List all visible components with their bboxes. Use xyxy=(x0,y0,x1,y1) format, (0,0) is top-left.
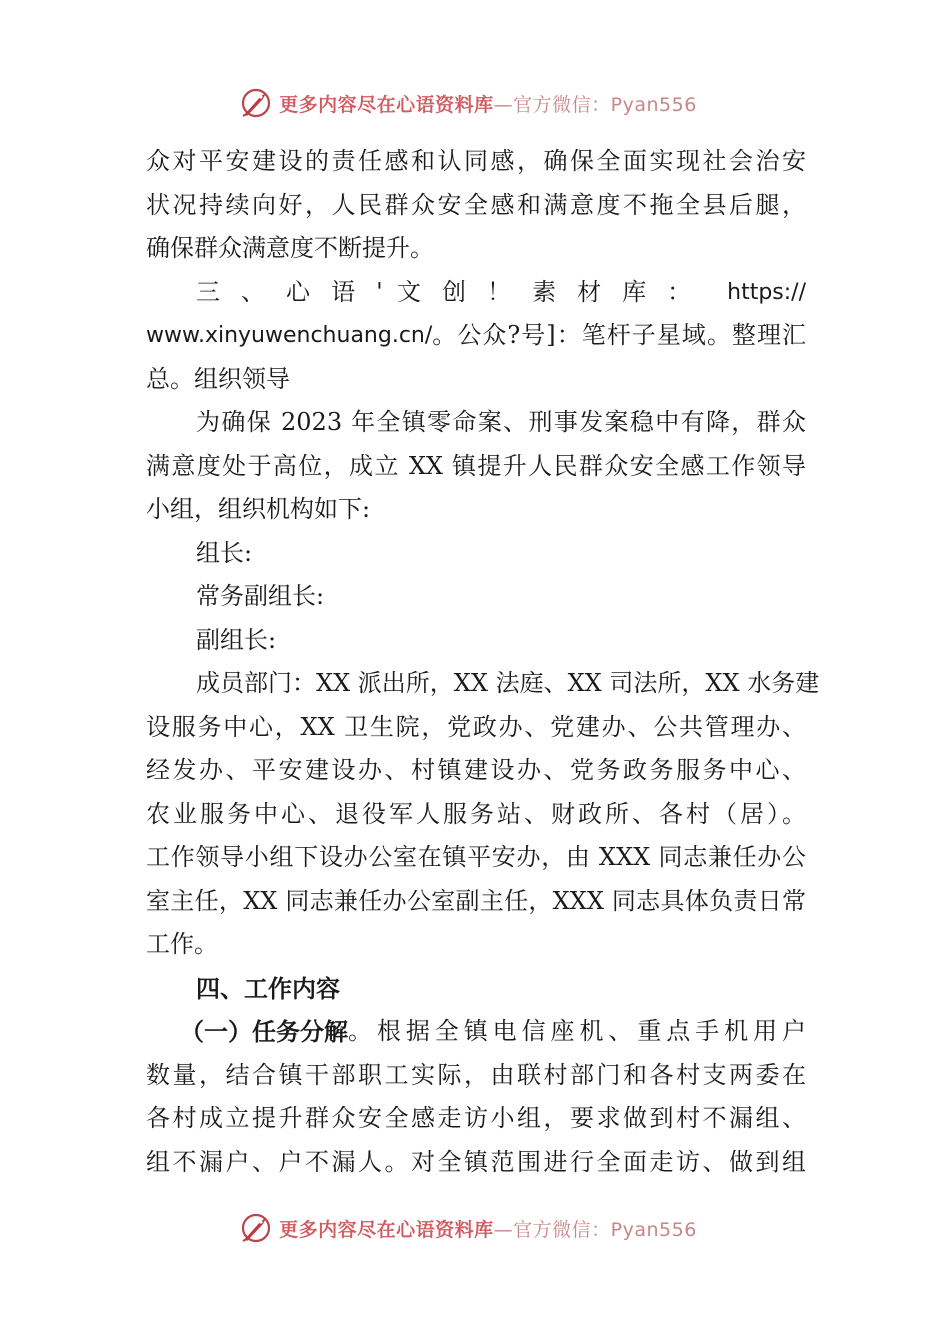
section-3-label: 三 、 心 语 ' 文 创 ！ 素 材 库 ： xyxy=(196,277,692,306)
paragraph-line: 总。组织领导 xyxy=(146,364,290,393)
paragraph-line: 设服务中心，XX 卫生院，党政办、党建办、公共管理办、 xyxy=(146,712,806,741)
paragraph-line xyxy=(146,314,806,358)
header-wechat: —官方微信：Pyan556 xyxy=(493,93,697,116)
role-exec-deputy: 常务副组长: xyxy=(196,582,325,610)
paragraph-line: 室主任，XX 同志兼任办公室副主任，XXX 同志具体负责日常 xyxy=(146,886,806,915)
header-brand: 更多内容尽在心语资料库 xyxy=(279,93,494,116)
subsection-title: （一）任务分解 xyxy=(180,1017,348,1046)
document-body xyxy=(146,140,820,1184)
paragraph-line: 确保群众满意度不断提升。 xyxy=(146,234,434,262)
header-banner-text xyxy=(279,90,697,117)
footer-brand: 更多内容尽在心语资料库 xyxy=(279,1218,494,1241)
paragraph-line: 工作。 xyxy=(146,930,218,958)
pen-nib-logo-icon xyxy=(239,1211,273,1245)
paragraph-line: 满意度处于高位，成立 XX 镇提升人民群众安全感工作领导 xyxy=(146,451,806,480)
url-suffix-text: 。公众?号]：笔杆子星域。整理汇 xyxy=(432,321,806,349)
footer-banner-text xyxy=(279,1215,697,1242)
paragraph-line: 为确保 2023 年全镇零命案、刑事发案稳中有降，群众 xyxy=(196,408,806,436)
section-heading-3 xyxy=(146,271,806,315)
paragraph-line: 成员部门：XX 派出所，XX 法庭、XX 司法所，XX 水务建 xyxy=(196,669,820,697)
role-leader: 组长: xyxy=(196,538,253,567)
header-banner xyxy=(0,83,950,123)
paragraph-line: 经发办、平安建设办、村镇建设办、党务政务服务中心、 xyxy=(146,756,806,784)
paragraph-line: 数量，结合镇干部职工实际，由联村部门和各村支两委在 xyxy=(146,1060,806,1089)
footer-wechat: —官方微信：Pyan556 xyxy=(493,1218,697,1241)
pen-nib-logo-icon xyxy=(239,86,273,120)
paragraph-line: 小组，组织机构如下: xyxy=(146,495,371,523)
paragraph-line: 组不漏户、户不漏人。对全镇范围进行全面走访、做到组 xyxy=(146,1147,806,1176)
subsection-text: 。根据全镇电信座机、重点手机用户 xyxy=(348,1017,806,1045)
paragraph-line: 各村成立提升群众安全感走访小组，要求做到村不漏组、 xyxy=(146,1104,806,1132)
paragraph-line: 众对平安建设的责任感和认同感，确保全面实现社会治安 xyxy=(146,147,806,175)
url-start: https:// xyxy=(727,279,806,305)
section-heading-4: 四、工作内容 xyxy=(196,973,340,1003)
paragraph-line xyxy=(146,1010,806,1054)
paragraph-line: 农业服务中心、退役军人服务站、财政所、各村（居）。 xyxy=(146,799,806,828)
website-url: www.xinyuwenchuang.cn/ xyxy=(146,323,433,348)
paragraph-line: 工作领导小组下设办公室在镇平安办，由 XXX 同志兼任办公 xyxy=(146,843,806,871)
footer-banner xyxy=(0,1208,950,1248)
paragraph-line: 状况持续向好，人民群众安全感和满意度不拖全县后腿， xyxy=(146,190,806,219)
role-deputy: 副组长: xyxy=(196,625,277,654)
